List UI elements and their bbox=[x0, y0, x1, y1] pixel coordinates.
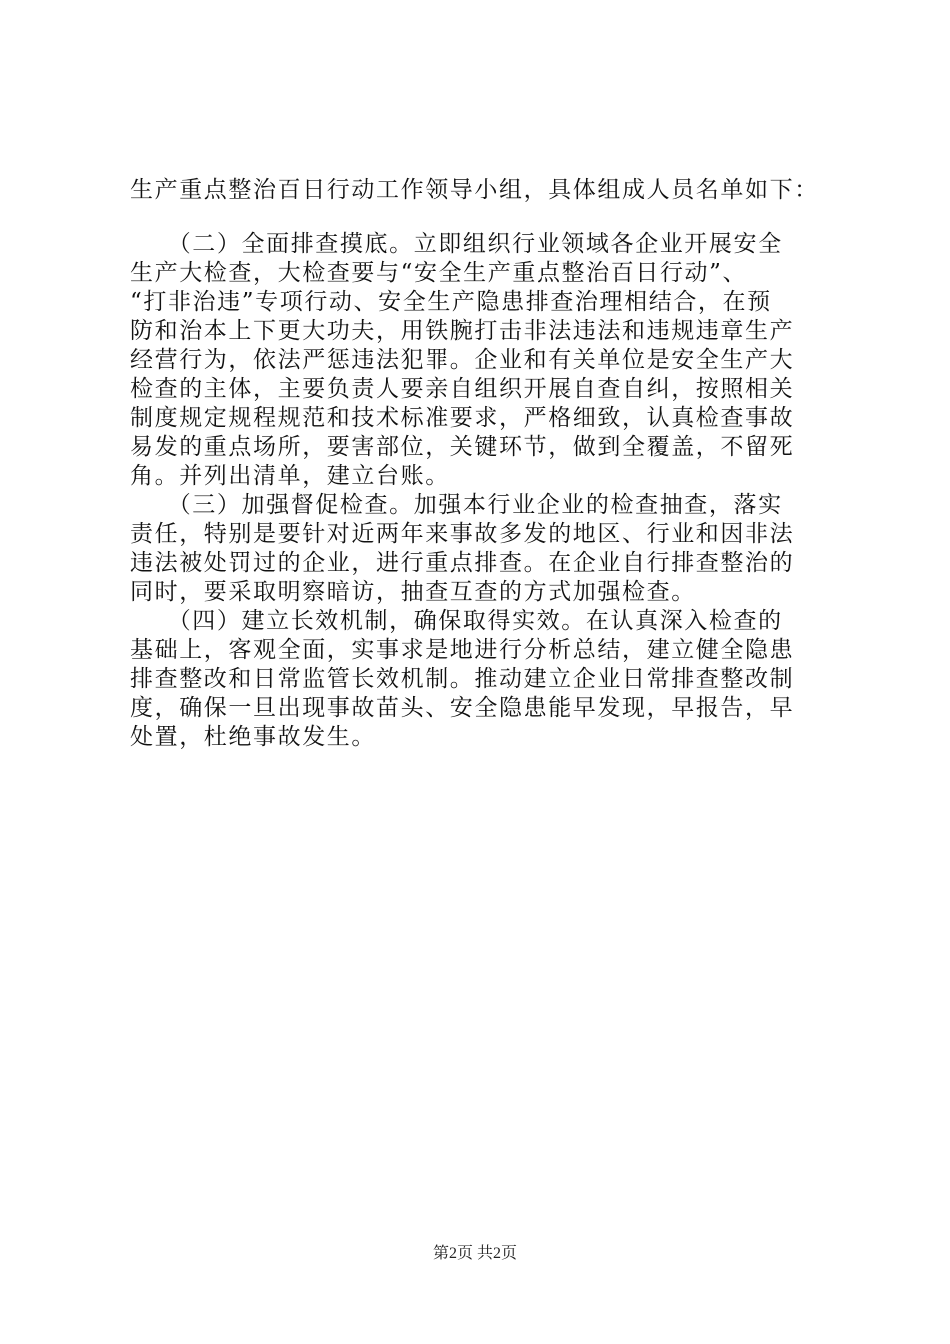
text-line: 防和治本上下更大功夫，用铁腕打击非法违法和违规违章生产 bbox=[130, 318, 795, 344]
text-line: 同时，要采取明察暗访，抽查互查的方式加强检查。 bbox=[130, 579, 696, 605]
text-line: （三）加强督促检查。加强本行业企业的检查抽查，落实 bbox=[130, 492, 783, 518]
text-line: 基础上，客观全面，实事求是地进行分析总结，建立健全隐患 bbox=[130, 637, 795, 663]
document-body bbox=[130, 176, 834, 752]
paragraph-gap bbox=[130, 205, 834, 230]
page-number-footer: 第2页 共2页 bbox=[432, 1245, 517, 1262]
text-line: 责任，特别是要针对近两年来事故多发的地区、行业和因非法 bbox=[130, 521, 795, 547]
paragraph-section-2 bbox=[130, 230, 834, 491]
text-line: （二）全面排查摸底。立即组织行业领域各企业开展安全 bbox=[130, 231, 783, 257]
paragraph-section-3 bbox=[130, 491, 834, 607]
text-line: 违法被处罚过的企业，进行重点排查。在企业自行排查整治的 bbox=[130, 550, 795, 576]
text-line: 度，确保一旦出现事故苗头、安全隐患能早发现，早报告，早 bbox=[130, 695, 795, 721]
text-line: 角。并列出清单，建立台账。 bbox=[130, 463, 450, 489]
paragraph-section-4 bbox=[130, 607, 834, 752]
text-line: 生产大检查，大检查要与“安全生产重点整治百日行动”、 bbox=[130, 260, 748, 286]
text-line: “打非治违”专项行动、安全生产隐患排查治理相结合，在预 bbox=[130, 289, 772, 315]
text-line: 经营行为，依法严惩违法犯罪。企业和有关单位是安全生产大 bbox=[130, 347, 795, 373]
continuation-line: 生产重点整治百日行动工作领导小组，具体组成人员名单如下： bbox=[130, 177, 819, 203]
text-line: 制度规定规程规范和技术标准要求，严格细致，认真检查事故 bbox=[130, 405, 795, 431]
text-line: 检查的主体，主要负责人要亲自组织开展自查自纠，按照相关 bbox=[130, 376, 795, 402]
text-line: 易发的重点场所，要害部位，关键环节，做到全覆盖，不留死 bbox=[130, 434, 795, 460]
text-line: 处置，杜绝事故发生。 bbox=[130, 724, 376, 750]
text-line: 排查整改和日常监管长效机制。推动建立企业日常排查整改制 bbox=[130, 666, 795, 692]
text-line: （四）建立长效机制，确保取得实效。在认真深入检查的 bbox=[130, 608, 783, 634]
